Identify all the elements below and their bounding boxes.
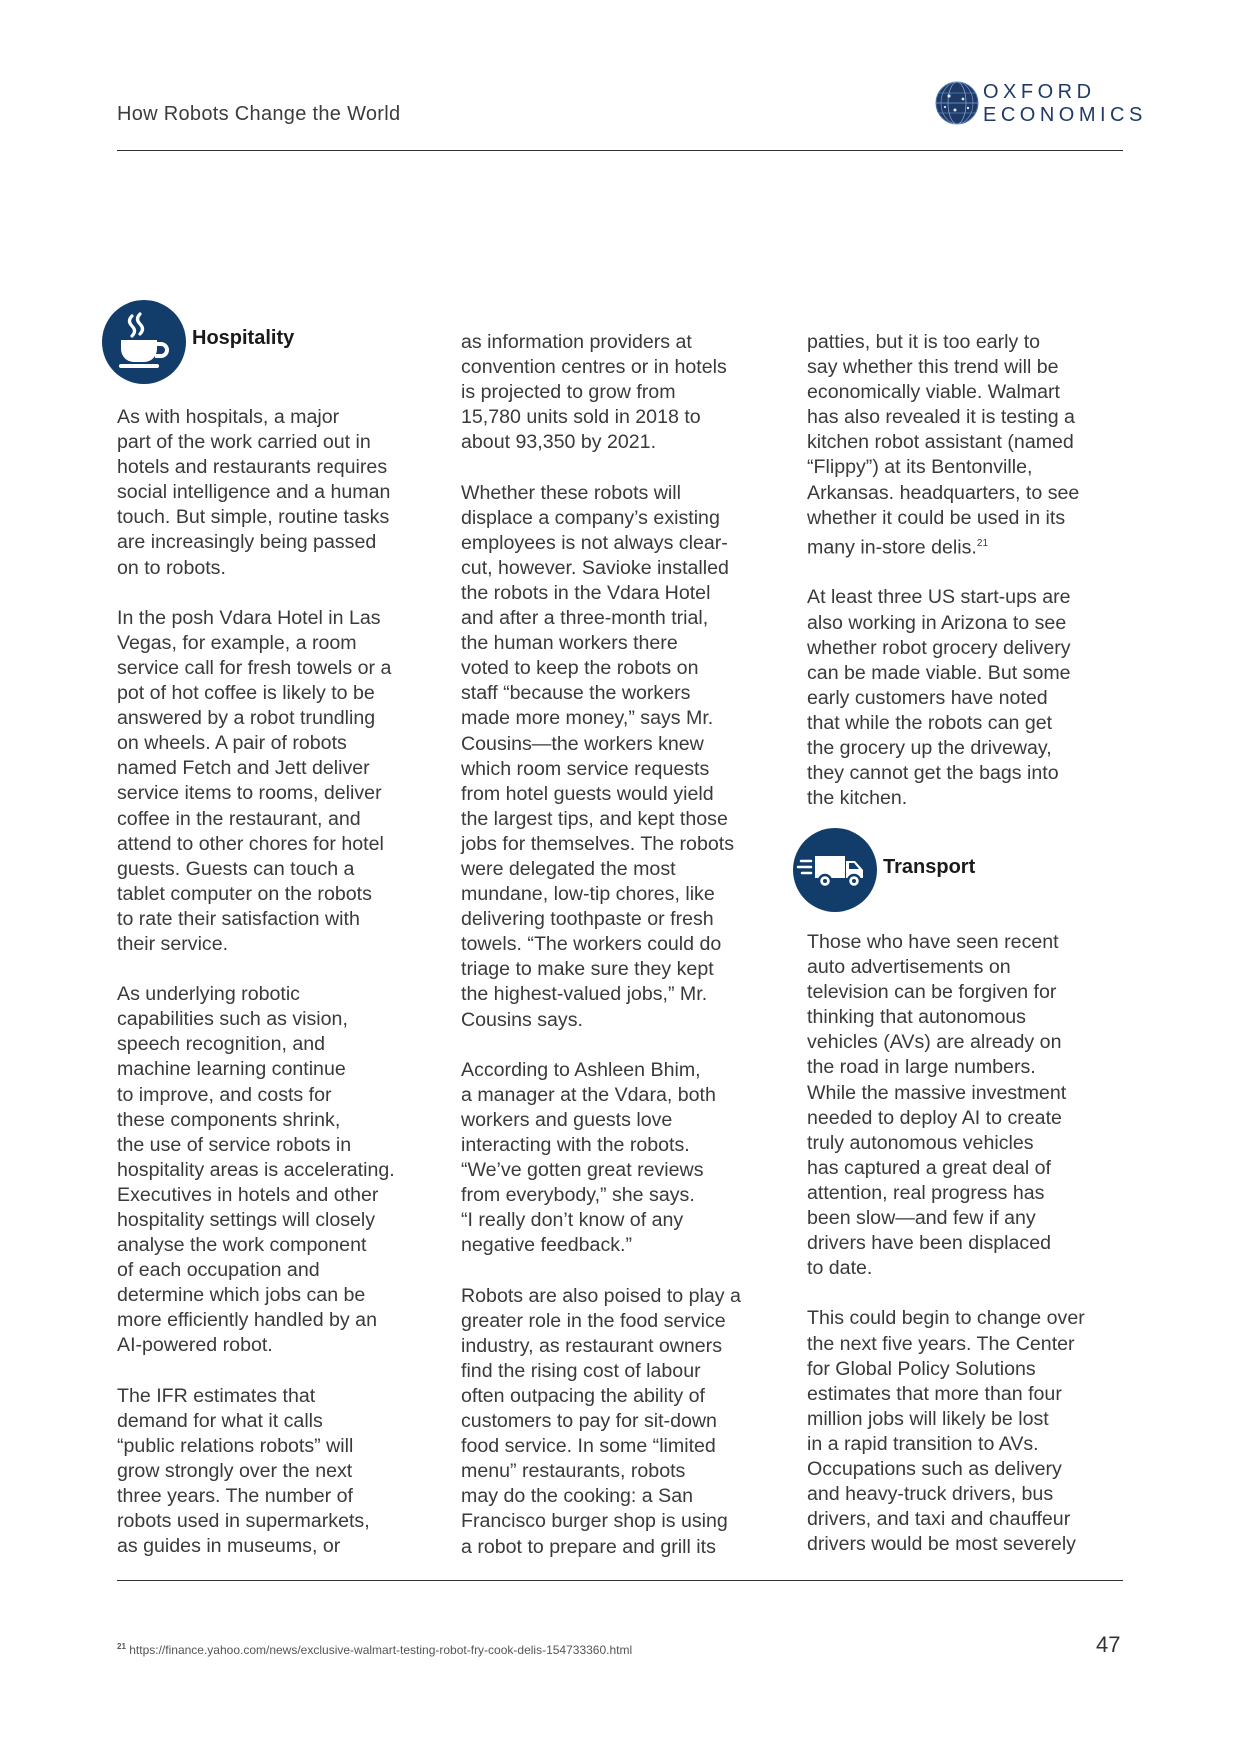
paragraph: Those who have seen recent auto advertisements on television can be forgiven for thinking that autonomous vehicles (AVs) are already on the road in large numbers. While the massive investment needed to deploy AI to create truly autonomous vehicles has captured a great deal of attention, real progress has been slow—and few if any drivers have been displaced to date. — [807, 931, 1067, 1280]
logo-line-oxford: OXFORD — [983, 81, 1096, 103]
paragraph: As with hospitals, a major part of the work carried out in hotels and restaurants requires social intelligence and a human touch. But simple, routine tasks are increasingly being passed on to robots. — [117, 406, 391, 579]
footnote-reference: 21 — [976, 537, 989, 549]
globe-logo-icon — [935, 81, 979, 125]
paragraph: At least three US start-ups are also working in Arizona to see whether robot grocery delivery can be made viable. But some early customers have noted that while the robots can get the grocery up the driveway, they cannot get the bags into the kitchen. — [807, 586, 1071, 810]
logo-line-economics: ECONOMICS — [983, 104, 1147, 126]
paragraph: As underlying robotic capabilities such as vision, speech recognition, and machine learning continue to improve, and costs for these components shrink, the use of service robots in hospitality areas is accelerating. Executives in hotels and other hospitality settings will closely analyse the work component of each occupation and determine which jobs can be more efficiently handled by an AI-powered robot. — [117, 983, 395, 1357]
logo-wordmark — [983, 81, 1147, 127]
paragraph: According to Ashleen Bhim, a manager at the Vdara, both workers and guests love interacting with the robots. “We’ve gotten great reviews from everybody,” she says. “I really don’t know of any negative feedback.” — [461, 1058, 716, 1257]
footnote-number: 21 — [117, 1642, 126, 1651]
hospitality-heading — [102, 300, 362, 384]
paragraph: patties, but it is too early to say whether this trend will be economically viable. Walmart has also revealed it is testing a kitchen robot assistant (named “Flippy”) at its Bentonville, Arkansas. headquarters, to see whether it could be used in its many in-store delis.$^{21}$ — [807, 331, 1080, 559]
header-divider — [117, 150, 1123, 151]
oxford-economics-logo — [935, 79, 1147, 129]
paragraph: In the posh Vdara Hotel in Las Vegas, for example, a room service call for fresh towels or a pot of hot coffee is likely to be answered by a robot trundling on wheels. A pair of robots named Fetch and Jett deliver service items to rooms, deliver coffee in the restaurant, and attend to other chores for hotel guests. Guests can touch a tablet computer on the robots to rate their satisfaction with their service. — [117, 606, 392, 955]
paragraph: as information providers at convention centres or in hotels is projected to grow from 15,780 units sold in 2018 to about 93,350 by 2021. — [461, 331, 727, 454]
paragraph: This could begin to change over the next five years. The Center for Global Policy Solutions estimates that more than four million jobs will likely be lost in a rapid transition to AVs. Occupations such as delivery and heavy-truck drivers, bus drivers, and taxi and chauffeur drivers would be most severely — [807, 1307, 1085, 1556]
paragraph: The IFR estimates that demand for what it calls “public relations robots” will grow strongly over the next three years. The number of robots used in supermarkets, as guides in museums, or — [117, 1384, 370, 1558]
text-column-3-bottom — [807, 930, 1127, 1582]
page-number: 47 — [1096, 1632, 1121, 1657]
transport-heading — [793, 828, 1053, 912]
paragraph: Whether these robots will displace a company’s existing employees is not always clear- cut, however. Savioke installed the robots in the Vdara Hotel and after a three-month trial, the human workers there voted to keep the robots on staff “because the workers made more money,” says Mr. Cousins—the workers knew which room service requests from hotel guests would yield the largest tips, and kept those jobs for themselves. The robots were delegated the most mundane, low-tip chores, like delivering toothpaste or fresh towels. “The workers could do triage to make sure they kept the highest-valued jobs,” Mr. Cousins says. — [461, 481, 734, 1031]
footnote — [117, 1642, 632, 1657]
section-title-transport: Transport — [883, 856, 976, 878]
section-title-hospitality: Hospitality — [192, 327, 295, 349]
footer-divider — [117, 1580, 1123, 1581]
paragraph: Robots are also poised to play a greater role in the food service industry, as restaurant owners find the rising cost of labour often outpacing the ability of customers to pay for sit-down food service. In some “limited menu” restaurants, robots may do the cooking: a San Francisco burger shop is using a robot to prepare and grill its — [461, 1284, 741, 1558]
text-column-3-top — [807, 330, 1127, 836]
footnote-url[interactable]: https://finance.yahoo.com/news/exclusive-walmart-testing-robot-fry-cook-delis-154733360.html — [129, 1643, 633, 1657]
document-header-title: How Robots Change the World — [117, 103, 401, 125]
delivery-truck-icon — [793, 828, 877, 912]
text-column-2 — [461, 330, 781, 1585]
text-column-1 — [117, 405, 437, 1584]
coffee-cup-icon — [102, 300, 186, 384]
